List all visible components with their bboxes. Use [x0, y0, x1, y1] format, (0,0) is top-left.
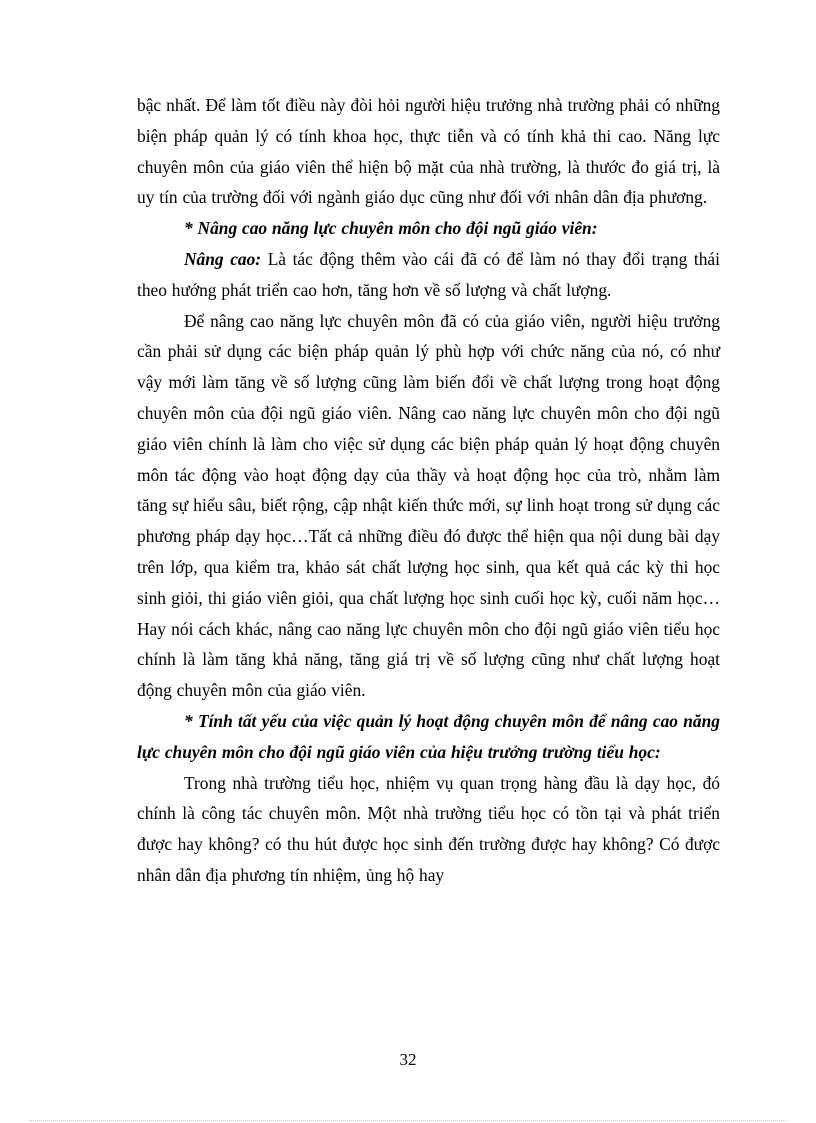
footer-divider: [30, 1120, 786, 1121]
section-heading: * Tính tất yếu của việc quản lý hoạt động chuyên môn để nâng cao năng lực chuyên môn cho đội ngũ giáo viên của hiệu trưởng trường tiểu học:: [137, 710, 720, 762]
paragraph-text: Là tác động thêm vào cái đã có để làm nó thay đổi trạng thái theo hướng phát triển cao hơn, tăng hơn về số lượng và chất lượng.: [137, 248, 720, 300]
paragraph: bậc nhất. Để làm tốt điều này đòi hỏi người hiệu trưởng nhà trường phải có những biện pháp quản lý có tính khoa học, thực tiễn và có tính khả thi cao. Năng lực chuyên môn của giáo viên thể hiện bộ mặt của nhà trường, là thước đo giá trị, là uy tín của trường đối với ngành giáo dục cũng như đối với nhân dân địa phương.: [137, 95, 720, 208]
paragraph: [137, 244, 720, 306]
paragraph: Để nâng cao năng lực chuyên môn đã có của giáo viên, người hiệu trưởng cần phải sử dụng các biện pháp quản lý phù hợp với chức năng của nó, có như vậy mới làm tăng về số lượng cũng làm biến đổi về chất lượng trong hoạt động chuyên môn của đội ngũ giáo viên. Nâng cao năng lực chuyên môn cho đội ngũ giáo viên chính là làm cho việc sử dụng các biện pháp quản lý hoạt động chuyên môn tác động vào hoạt động dạy của thầy và hoạt động học của trò, nhằm làm tăng sự hiểu sâu, biết rộng, cập nhật kiến thức mới, sự linh hoạt trong sử dụng các phương pháp dạy học…Tất cả những điều đó được thể hiện qua nội dung bài dạy trên lớp, qua kiểm tra, khảo sát chất lượng học sinh, qua kết quả các kỳ thi học sinh giỏi, thi giáo viên giỏi, qua chất lượng học sinh cuối học kỳ, cuối năm học…Hay nói cách khác, nâng cao năng lực chuyên môn cho đội ngũ giáo viên tiểu học chính là làm tăng khả năng, tăng giá trị về số lượng cũng như chất lượng hoạt động chuyên môn của giáo viên.: [137, 310, 720, 701]
paragraph: Trong nhà trường tiểu học, nhiệm vụ quan trọng hàng đầu là dạy học, đó chính là công tác chuyên môn. Một nhà trường tiểu học có tồn tại và phát triển được hay không? có thu hút được học sinh đến trường được hay không? Có được nhân dân địa phương tín nhiệm, ủng hộ hay: [137, 772, 720, 885]
runin-label: Nâng cao:: [184, 248, 262, 269]
section-heading: * Nâng cao năng lực chuyên môn cho đội ngũ giáo viên:: [184, 218, 598, 239]
page-number: 32: [399, 1050, 417, 1069]
body-text: [137, 90, 720, 891]
